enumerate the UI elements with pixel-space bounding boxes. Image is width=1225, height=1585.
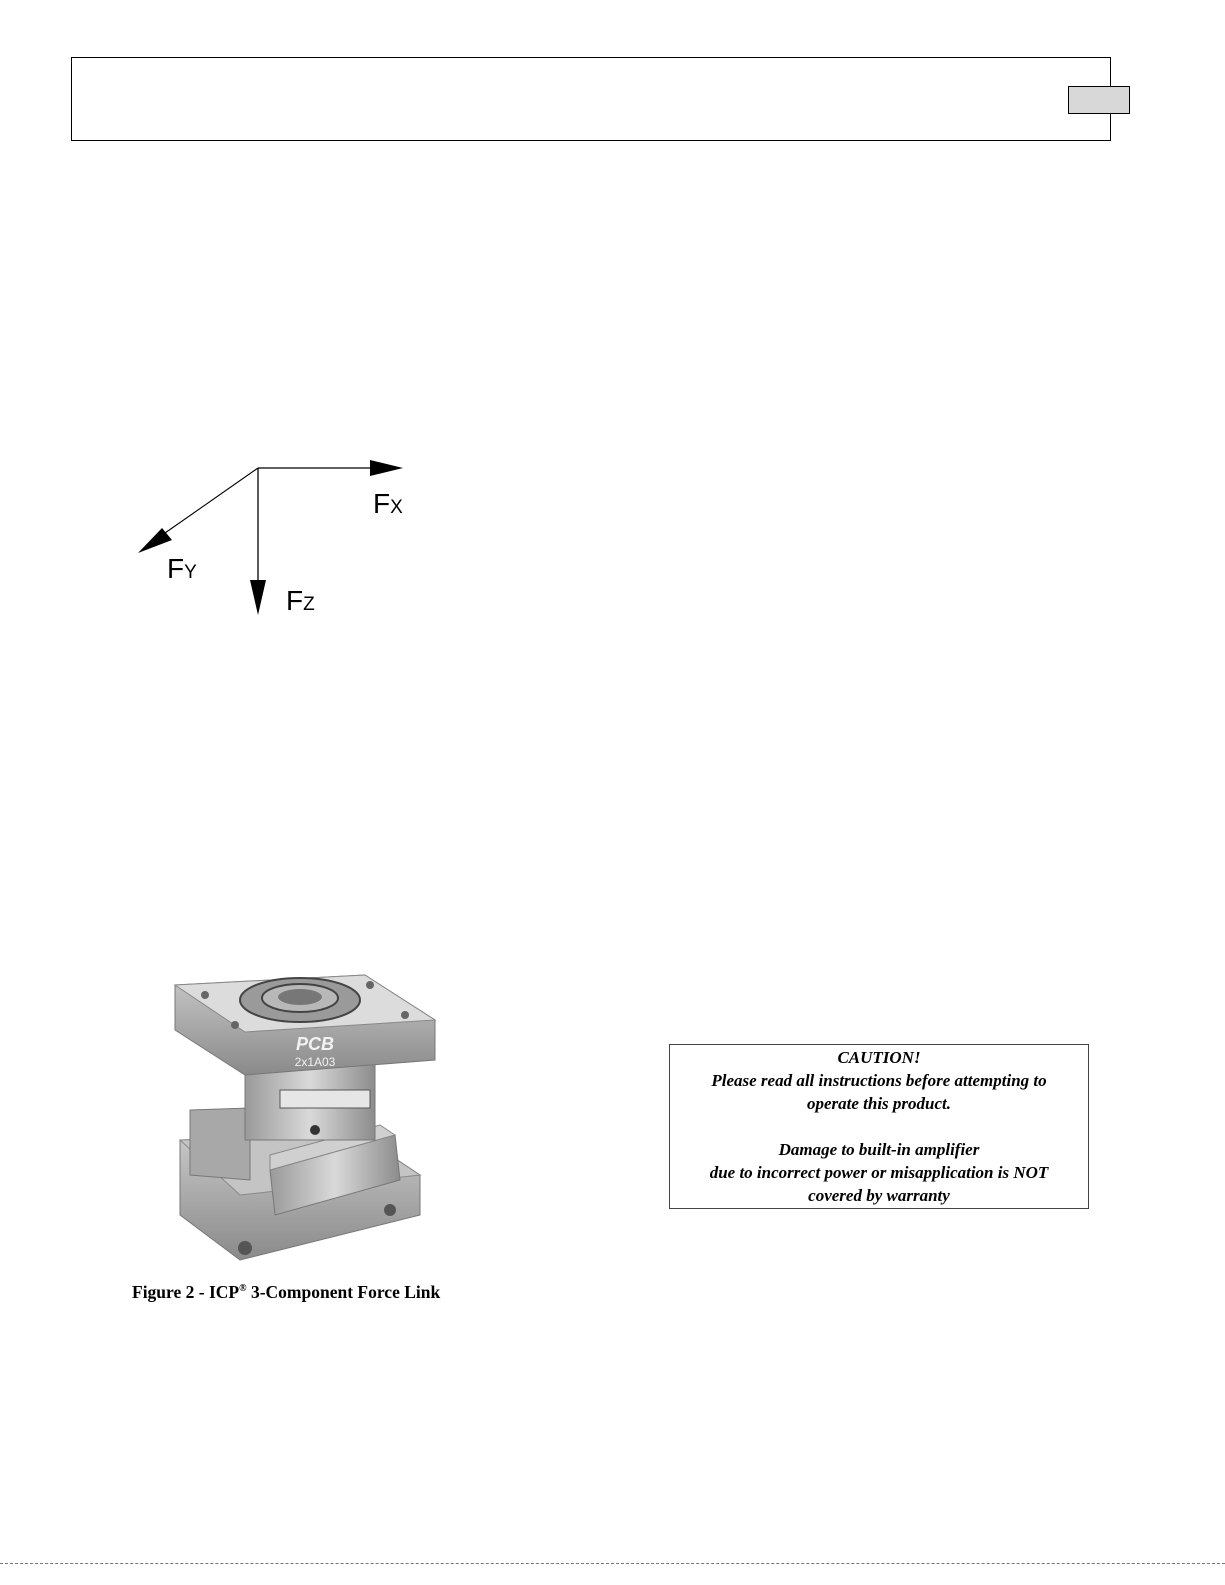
z-axis-arrowhead (250, 580, 266, 615)
caution-spacer (670, 1115, 1088, 1138)
page-header-box (71, 57, 1111, 141)
figure-caption (132, 1282, 492, 1303)
page-number-tab (1068, 86, 1130, 114)
fy-sub: Y (184, 562, 197, 583)
caption-pre: Figure 2 - ICP (132, 1282, 240, 1302)
caption-post: 3-Component Force Link (246, 1282, 441, 1302)
caution-line: operate this product. (806, 1094, 952, 1113)
page-bottom-rule (0, 1563, 1225, 1564)
caution-line: Damage to built-in amplifier (778, 1140, 980, 1159)
caution-line: due to incorrect power or misapplication is NOT (709, 1163, 1049, 1182)
photo-model-engraving: 2x1A03 (294, 1055, 336, 1069)
caution-line: covered by warranty (808, 1186, 950, 1205)
fz-sub: Z (303, 594, 315, 615)
y-axis-line (165, 468, 258, 533)
fz-label (286, 585, 315, 616)
force-link-photo (150, 960, 450, 1265)
fy-main: F (167, 553, 185, 584)
caution-heading: CAUTION! (837, 1048, 921, 1067)
fz-main: F (286, 585, 304, 616)
x-axis-arrowhead (370, 460, 403, 476)
caption-registered-mark: ® (239, 1283, 247, 1295)
caution-line: Please read all instructions before attempting to (711, 1071, 1047, 1090)
fx-label (373, 488, 403, 519)
force-axes-diagram (120, 450, 420, 630)
fx-main: F (373, 488, 391, 519)
fy-label (167, 553, 197, 584)
fx-sub: X (390, 497, 403, 518)
photo-brand-engraving: PCB (295, 1034, 335, 1054)
caution-notice (669, 1044, 1089, 1209)
